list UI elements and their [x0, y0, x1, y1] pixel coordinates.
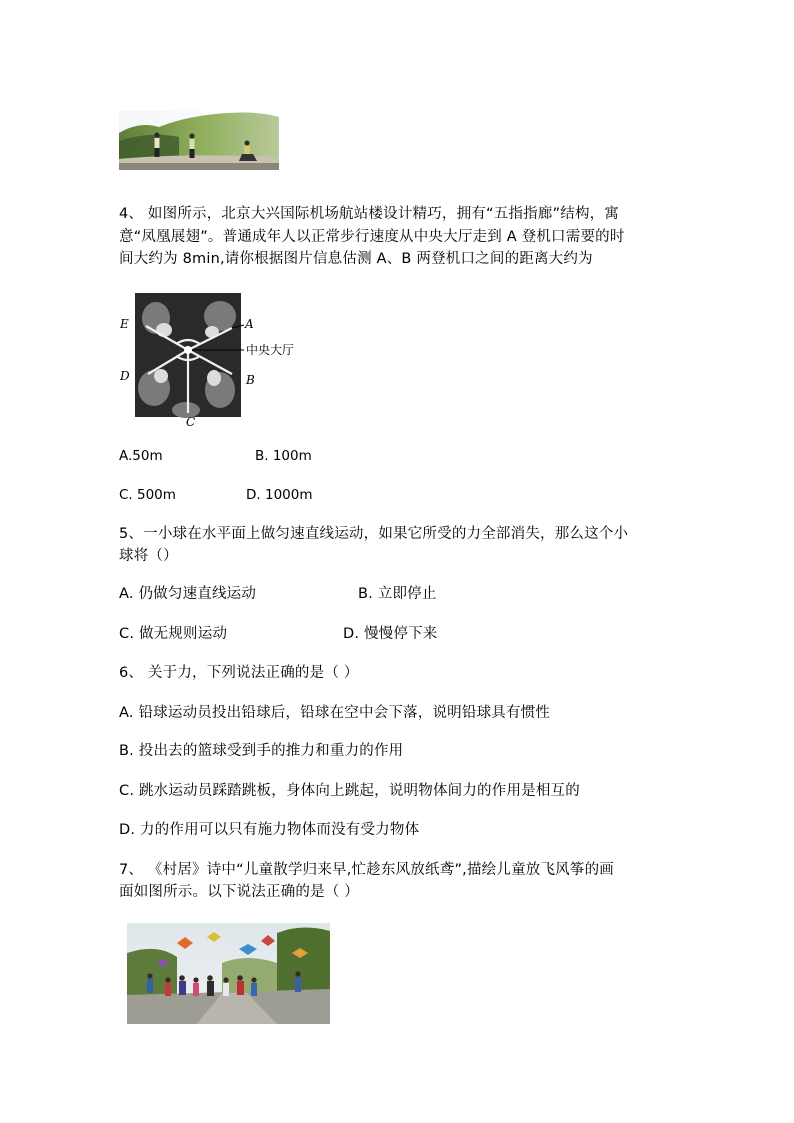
q5-line-2: 球将（）: [119, 548, 178, 564]
q7-line-2: 面如图所示。以下说法正确的是（ ）: [119, 884, 360, 900]
q4-line-3: 间大约为 8min,请你根据图片信息估测 A、B 两登机口之间的距离大约为: [119, 251, 593, 267]
label-c: C: [186, 415, 196, 428]
q6-option-b: B. 投出去的篮球受到手的推力和重力的作用: [119, 743, 404, 759]
q4-option-d: D. 1000m: [246, 487, 313, 503]
runners-photo: [119, 111, 279, 170]
label-a: A: [245, 317, 254, 331]
q6-option-c: C. 跳水运动员踩踏跳板，身体向上跳起，说明物体间力的作用是相互的: [119, 783, 580, 799]
label-e: E: [120, 317, 129, 331]
q5-option-b: B. 立即停止: [358, 586, 437, 602]
q6-stem: 6、 关于力，下列说法正确的是（ ）: [119, 665, 359, 681]
q4-option-b: B. 100m: [255, 448, 312, 464]
q5-option-a: A. 仍做匀速直线运动: [119, 586, 257, 602]
kite-children-photo: [127, 923, 330, 1024]
q4-option-c: C. 500m: [119, 487, 176, 503]
airport-figure: [116, 288, 346, 428]
q4-line-1: 4、 如图所示，北京大兴国际机场航站楼设计精巧，拥有“五指指廊”结构，寓: [119, 206, 620, 222]
q5-line-1: 5、一小球在水平面上做匀速直线运动，如果它所受的力全部消失，那么这个小: [119, 526, 629, 542]
q4-option-a: A.50m: [119, 448, 163, 464]
q5-option-c: C. 做无规则运动: [119, 626, 228, 642]
label-b: B: [246, 373, 255, 387]
q5-option-d: D. 慢慢停下来: [343, 626, 438, 642]
q4-line-2: 意“凤凰展翅”。普通成年人以正常步行速度从中央大厅走到 A 登机口需要的时: [119, 229, 625, 245]
q7-line-1: 7、 《村居》诗中“儿童散学归来早,忙趁东风放纸鸢”,描绘儿童放飞风筝的画: [119, 862, 614, 878]
q6-option-d: D. 力的作用可以只有施力物体而没有受力物体: [119, 822, 420, 838]
label-central-hall: 中央大厅: [246, 343, 295, 357]
label-d: D: [120, 369, 130, 383]
q6-option-a: A. 铅球运动员投出铅球后，铅球在空中会下落，说明铅球具有惯性: [119, 705, 551, 721]
